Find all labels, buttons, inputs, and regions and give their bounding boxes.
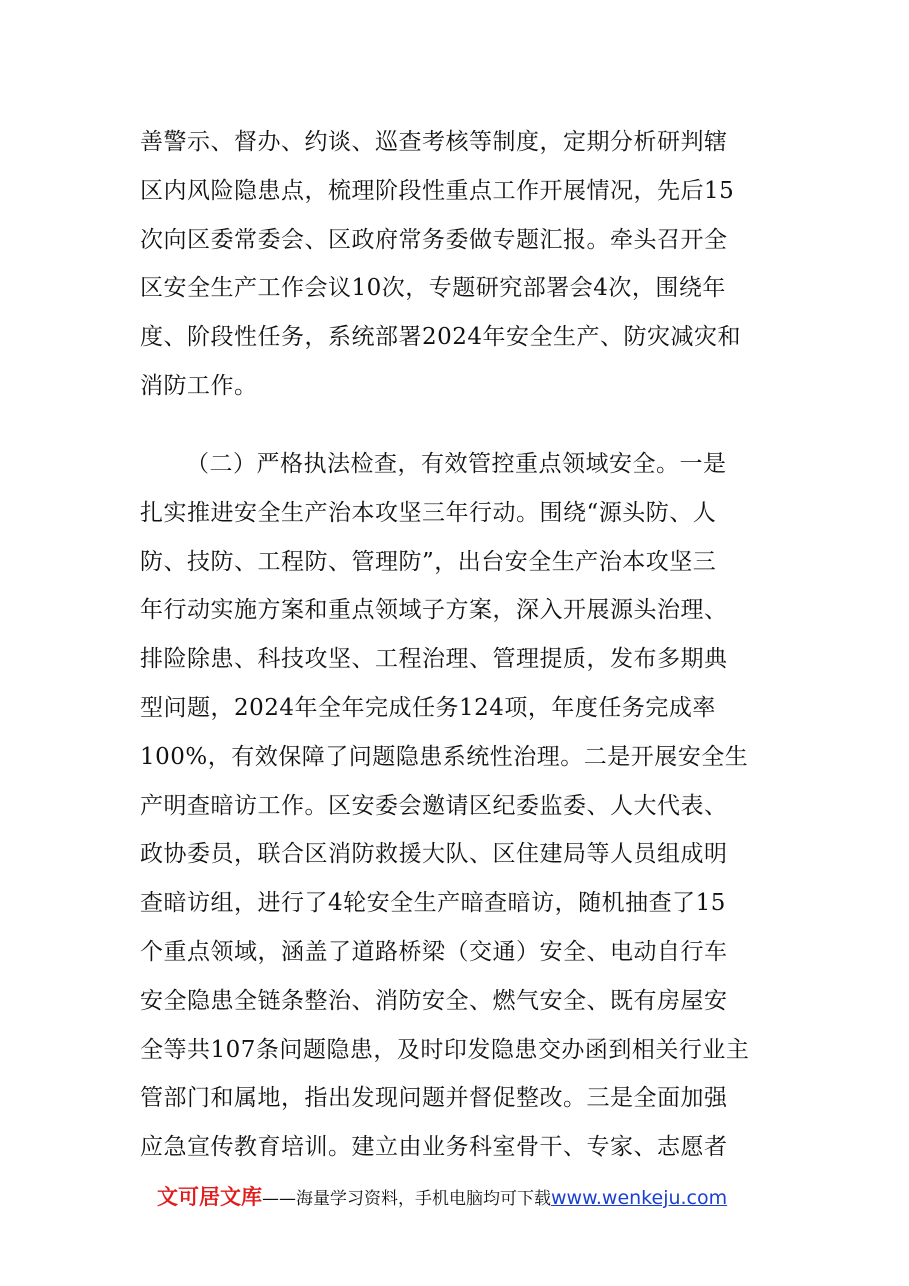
text-line: 区安全生产工作会议10次，专题研究部署会4次，围绕年 (140, 275, 726, 302)
paragraph-continued (140, 118, 780, 411)
footer-tagline: ——海量学习资料，手机电脑均可下载 (262, 1189, 551, 1209)
text-line: 年行动实施方案和重点领域子方案，深入开展源头治理、 (140, 597, 728, 624)
text-line: 消防工作。 (140, 372, 258, 399)
text-line: 扎实推进安全生产治本攻坚三年行动。围绕“源头防、人 (140, 499, 717, 526)
text-line: 型问题，2024年全年完成任务124项，年度任务完成率 (140, 694, 716, 721)
text-line: 个重点领域，涵盖了道路桥梁（交通）安全、电动自行车 (140, 938, 728, 965)
text-line: 管部门和属地，指出发现问题并督促整改。三是全面加强 (140, 1085, 728, 1112)
text-line: 全等共107条问题隐患，及时印发隐患交办函到相关行业主 (140, 1036, 750, 1063)
text-line: 安全隐患全链条整治、消防安全、燃气安全、既有房屋安 (140, 987, 728, 1014)
text-line: 查暗访组，进行了4轮安全生产暗查暗访，随机抽查了15 (140, 890, 726, 917)
paragraph-section-two (140, 440, 780, 1172)
text-line: 100%，有效保障了问题隐患系统性治理。二是开展安全生 (140, 743, 749, 770)
text-line: 产明查暗访工作。区安委会邀请区纪委监委、人大代表、 (140, 792, 728, 819)
text-line: 区内风险隐患点，梳理阶段性重点工作开展情况，先后15 (140, 177, 735, 204)
footer-banner (157, 1180, 727, 1214)
brand-name: 文可居文库 (157, 1185, 262, 1209)
section-heading-line: （二）严格执法检查，有效管控重点领域安全。一是 (186, 451, 727, 477)
text-line: 政协委员，联合区消防救援大队、区住建局等人员组成明 (140, 841, 728, 868)
text-line: 应急宣传教育培训。建立由业务科室骨干、专家、志愿者 (140, 1134, 728, 1161)
text-line: 排险除患、科技攻坚、工程治理、管理提质，发布多期典 (140, 646, 728, 673)
text-line: 度、阶段性任务，系统部署2024年安全生产、防灾减灾和 (140, 324, 742, 351)
text-line: 次向区委常委会、区政府常务委做专题汇报。牵头召开全 (140, 226, 728, 253)
website-link[interactable]: www.wenkeju.com (551, 1187, 728, 1209)
text-line: 善警示、督办、约谈、巡查考核等制度，定期分析研判辖 (140, 129, 728, 155)
text-line: 防、技防、工程防、管理防”，出台安全生产治本攻坚三 (140, 548, 717, 575)
